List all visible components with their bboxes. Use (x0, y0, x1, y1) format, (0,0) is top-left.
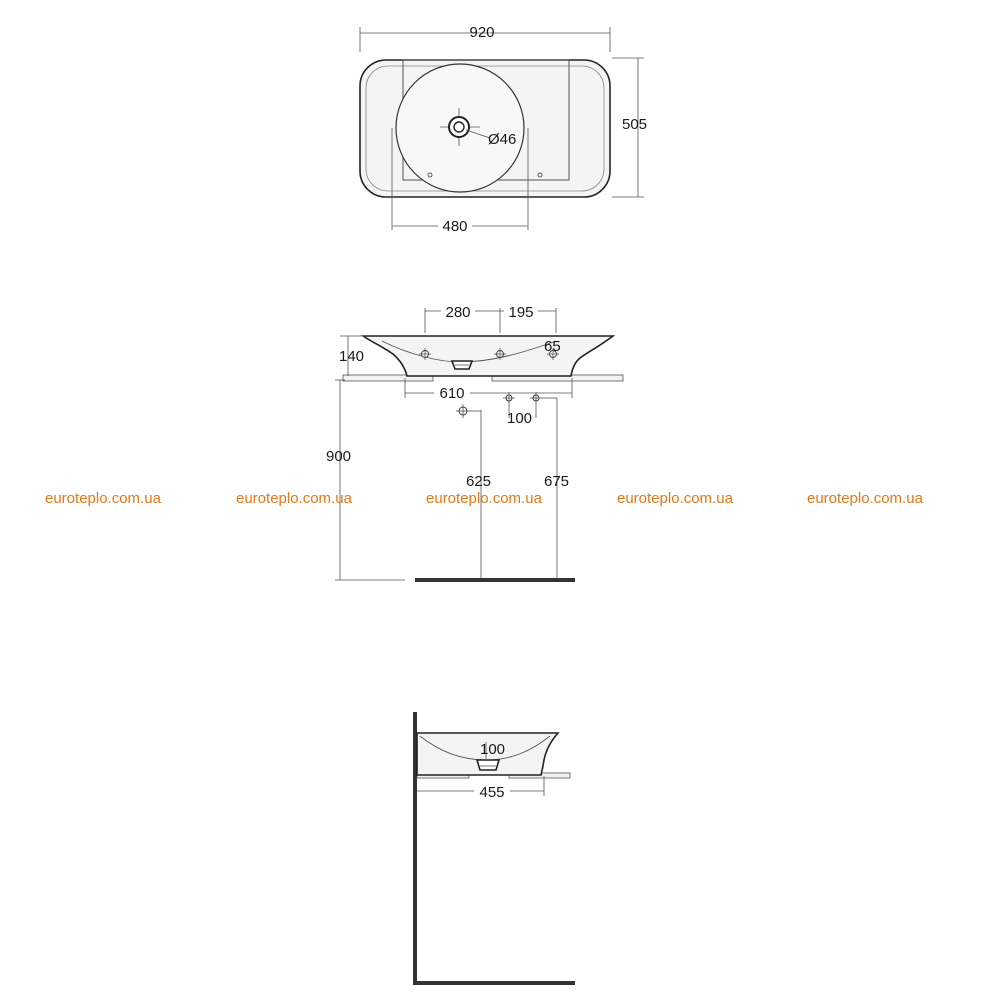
watermark-4: euroteplo.com.ua (617, 490, 733, 507)
watermark-1: euroteplo.com.ua (45, 490, 161, 507)
dim-width-label: 920 (469, 24, 495, 41)
dim-trap-left-label: 625 (466, 473, 492, 490)
trap-marker-waste (456, 404, 470, 418)
dim-hole-label: 65 (544, 338, 561, 355)
watermark-row (45, 490, 924, 507)
floor-line (415, 578, 575, 582)
dim-left-label: 280 (445, 304, 471, 321)
drain-body-side (477, 760, 499, 770)
dim-bowl-label: 480 (442, 218, 468, 235)
dim-projection-label: 455 (479, 784, 505, 801)
top-view (360, 24, 647, 235)
dim-height-label: 140 (339, 348, 365, 365)
dim-bowl-depth-label: 100 (480, 741, 506, 758)
basin-front-profile (363, 336, 613, 376)
trap-marker-right (530, 392, 542, 404)
watermark-3: euroteplo.com.ua (426, 490, 542, 507)
drain-inner (454, 122, 464, 132)
floor-section (413, 981, 575, 985)
dim-floor-label: 900 (326, 448, 352, 465)
dim-shelf-label: 610 (439, 385, 465, 402)
trap-marker-left (503, 392, 515, 404)
drain-diameter-label: Ø46 (488, 131, 517, 148)
side-view (413, 712, 575, 985)
watermark-5: euroteplo.com.ua (807, 490, 923, 507)
watermark-2: euroteplo.com.ua (236, 490, 352, 507)
front-view (326, 302, 623, 582)
dim-trap-right-label: 675 (544, 473, 570, 490)
dim-right-label: 195 (508, 304, 534, 321)
dim-depth-label: 505 (622, 116, 648, 133)
dim-trap-spacing-label: 100 (507, 410, 533, 427)
